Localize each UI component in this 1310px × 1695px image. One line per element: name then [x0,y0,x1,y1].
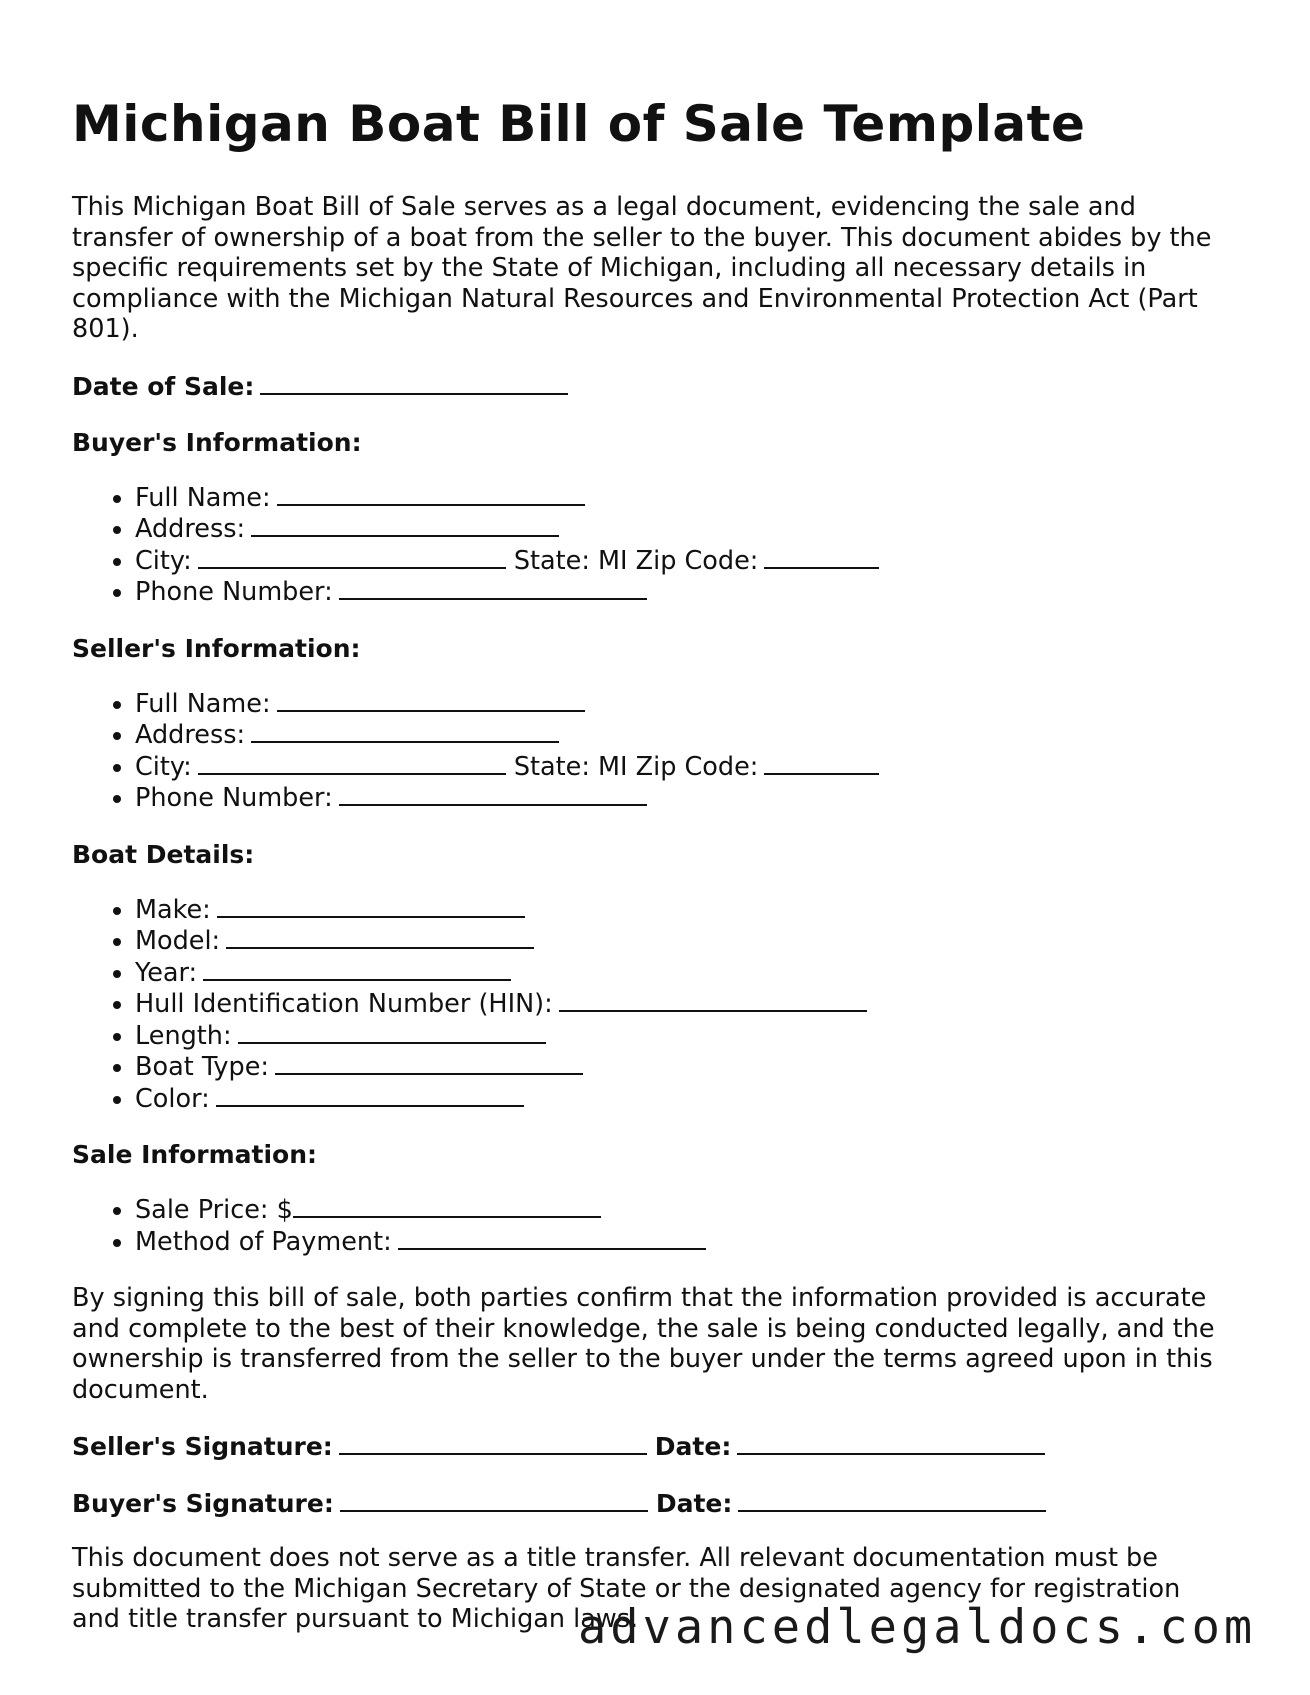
list-item [135,482,1232,514]
list-item [135,894,1232,926]
list-item [135,513,1232,545]
buyer-full-name-field[interactable] [277,482,585,506]
seller-address-field[interactable] [251,719,559,743]
seller-signature-line [72,1431,1232,1462]
list-item [135,957,1232,989]
buyer-full-name-label: Full Name: [135,482,271,513]
seller-phone-label: Phone Number: [135,783,333,813]
buyer-city-field[interactable] [198,545,506,569]
buyer-signature-field[interactable] [340,1488,648,1512]
seller-phone-field[interactable] [339,782,647,806]
payment-method-label: Method of Payment: [135,1226,392,1257]
seller-full-name-label: Full Name: [135,688,271,719]
boat-type-field[interactable] [275,1051,583,1075]
date-of-sale-field[interactable] [260,371,568,395]
boat-model-field[interactable] [226,925,534,949]
list-item [135,1083,1232,1115]
buyer-signature-line [72,1488,1232,1519]
seller-date-field[interactable] [737,1431,1045,1455]
boat-type-label: Boat Type: [135,1052,269,1082]
seller-heading: Seller's Information: [72,633,361,663]
title-transfer-note: This document does not serve as a title transfer. All relevant documentation must be submitted to the Michigan Secretary of State or the designated agency for registration and title transfer pursuant to Michigan laws. [72,1543,1181,1634]
boat-color-label: Color: [135,1083,210,1114]
list-item [135,925,1232,957]
seller-city-field[interactable] [198,751,506,775]
sale-heading: Sale Information: [72,1140,317,1169]
boat-list [72,894,1232,1115]
list-item [135,782,1232,814]
buyer-phone-field[interactable] [339,576,647,600]
page-title: Michigan Boat Bill of Sale Template [72,95,1086,153]
buyer-date-field[interactable] [738,1488,1046,1512]
seller-address-label: Address: [135,720,246,750]
list-item [135,719,1232,751]
seller-list [72,688,1232,814]
date-of-sale-label: Date of Sale: [72,371,255,401]
list-item [135,1194,1232,1226]
buyer-city-label: City: [135,545,192,576]
document-page [72,88,1232,1635]
list-item [135,1051,1232,1083]
boat-make-field[interactable] [217,894,525,918]
boat-length-label: Length: [135,1020,232,1051]
boat-make-label: Make: [135,894,211,925]
date-of-sale-line [72,371,1232,402]
seller-full-name-field[interactable] [277,688,585,712]
list-item [135,1020,1232,1052]
buyer-list [72,482,1232,608]
intro-paragraph: This Michigan Boat Bill of Sale serves as a legal document, evidencing the sale and transfer of ownership of a boat from the seller to the buyer. This document abides by the specific requirements set by the State of Michigan, including all necessary details in compliance with the Michigan Natural Resources and Environmental Protection Act (Part 801). [72,192,1212,344]
buyer-zip-field[interactable] [764,545,879,569]
boat-length-field[interactable] [238,1020,546,1044]
list-item [135,688,1232,720]
boat-year-field[interactable] [203,957,511,981]
boat-heading: Boat Details: [72,839,255,869]
buyer-date-label: Date: [655,1489,733,1518]
sale-list [72,1194,1232,1257]
payment-method-field[interactable] [398,1226,706,1250]
seller-state-zip-label: State: MI Zip Code: [513,751,759,782]
buyer-address-field[interactable] [251,513,559,537]
boat-hin-field[interactable] [559,988,867,1012]
seller-zip-field[interactable] [764,751,879,775]
boat-model-label: Model: [135,926,221,956]
seller-signature-label: Seller's Signature: [72,1432,333,1461]
buyer-state-zip-label: State: MI Zip Code: [513,545,759,576]
list-item [135,751,1232,783]
boat-color-field[interactable] [216,1083,524,1107]
seller-date-label: Date: [654,1432,732,1461]
list-item [135,576,1232,608]
buyer-signature-label: Buyer's Signature: [72,1489,334,1518]
list-item [135,1226,1232,1258]
seller-signature-field[interactable] [339,1431,647,1455]
buyer-phone-label: Phone Number: [135,577,333,607]
boat-hin-label: Hull Identification Number (HIN): [135,989,553,1019]
seller-city-label: City: [135,751,192,782]
sale-price-label: Sale Price: $ [135,1195,293,1225]
boat-year-label: Year: [135,957,198,988]
buyer-address-label: Address: [135,514,246,544]
closing-paragraph: By signing this bill of sale, both parties confirm that the information provided is accurate and complete to the best of their knowledge, the sale is being conducted legally, and the ownership is transferred from the seller to the buyer under the terms agreed upon in this document. [72,1283,1215,1405]
list-item [135,988,1232,1020]
buyer-heading: Buyer's Information: [72,427,362,457]
list-item [135,545,1232,577]
watermark: advancedlegaldocs.com [578,1600,1257,1655]
sale-price-field[interactable] [293,1194,601,1218]
